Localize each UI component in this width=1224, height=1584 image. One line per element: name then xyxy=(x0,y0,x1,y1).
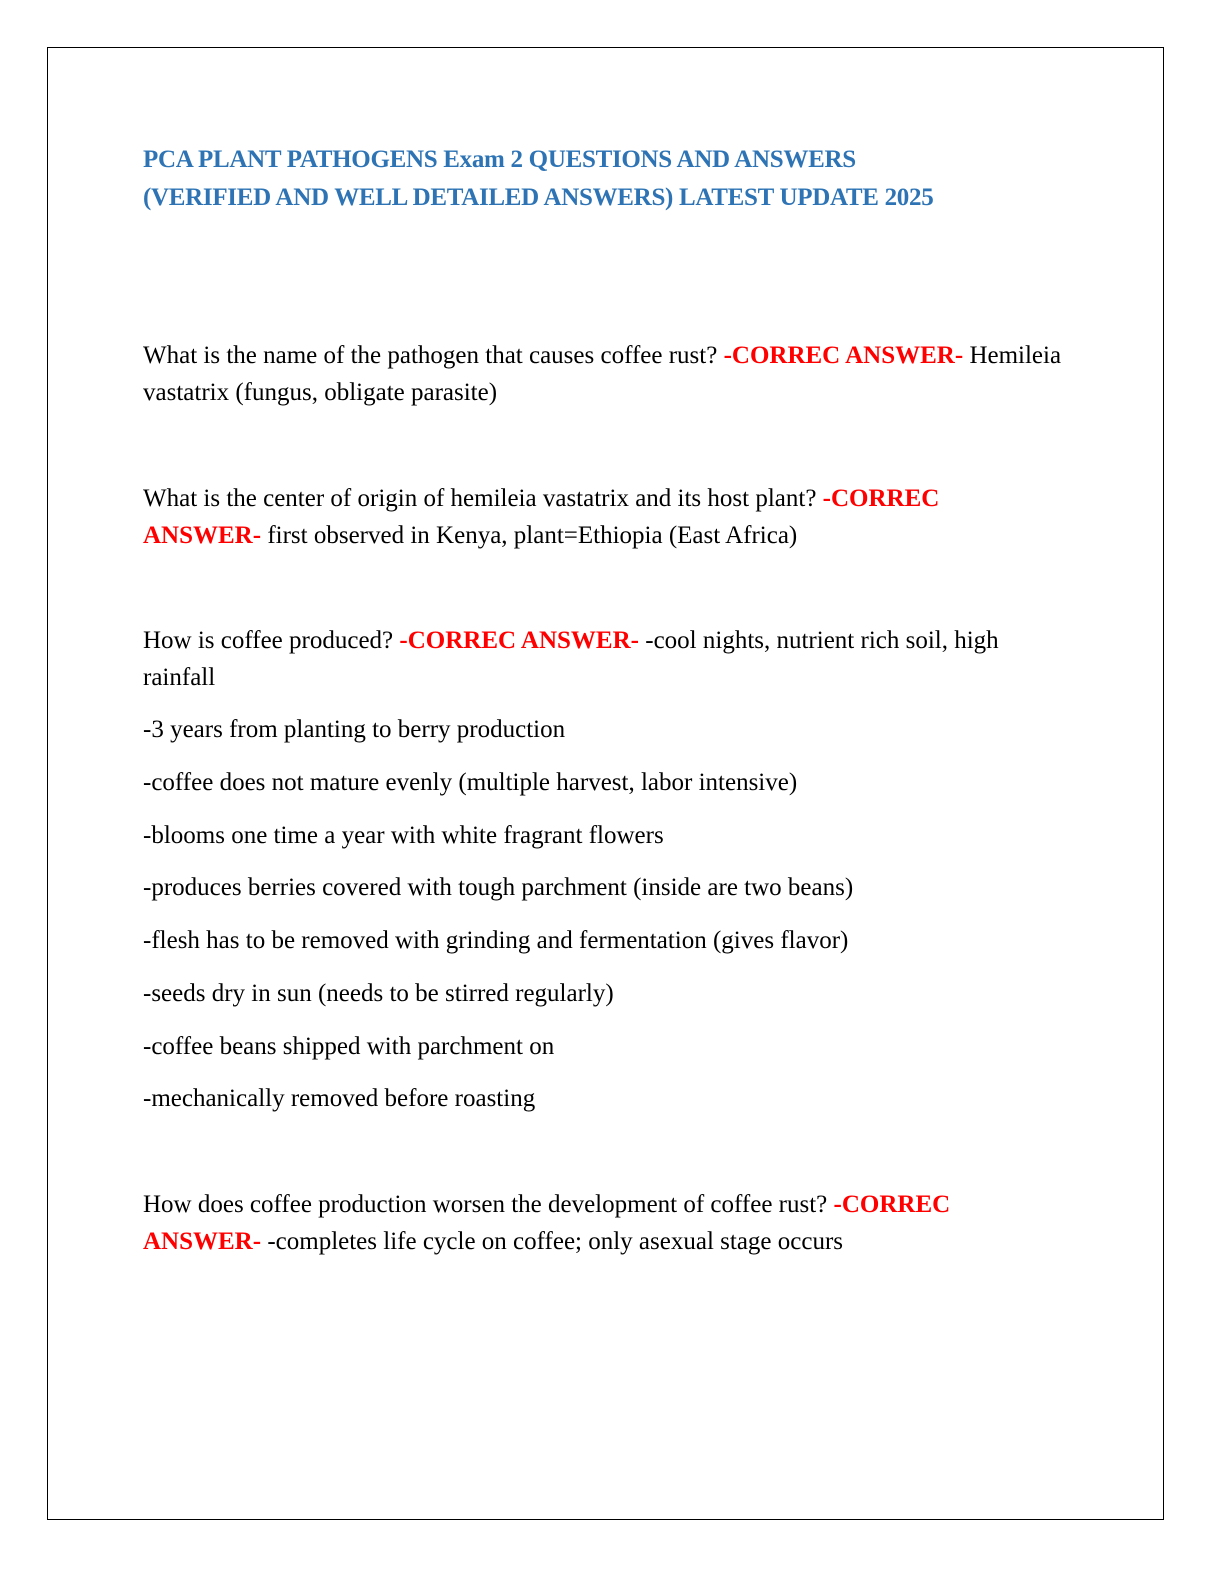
question-text: How is coffee produced? xyxy=(143,627,394,654)
qa-1-text xyxy=(143,337,1073,411)
qa-item-2 xyxy=(143,480,1073,554)
qa-2-text xyxy=(143,480,1073,554)
document-body xyxy=(143,141,1073,1255)
answer-line: -coffee does not mature evenly (multiple harvest, labor intensive) xyxy=(143,769,798,796)
qa-item-3 xyxy=(143,622,1073,696)
answer-line: -produces berries covered with tough parchment (inside are two beans) xyxy=(143,874,854,901)
answer-text: first observed in Kenya, plant=Ethiopia (East Africa) xyxy=(267,522,798,549)
answer-marker: -CORREC ANSWER- xyxy=(399,627,639,654)
answer-text: -cool nights, nutrient rich soil, high rainfall xyxy=(143,627,999,691)
question-text: What is the name of the pathogen that causes coffee rust? xyxy=(143,342,718,369)
answer-line: -blooms one time a year with white fragrant flowers xyxy=(143,822,664,849)
question-text: What is the center of origin of hemileia vastatrix and its host plant? xyxy=(143,485,817,512)
title-line-1: PCA PLANT PATHOGENS Exam 2 QUESTIONS AND ANSWERS xyxy=(143,146,856,173)
question-text: How does coffee production worsen the development of coffee rust? xyxy=(143,1191,828,1218)
answer-text: -completes life cycle on coffee; only asexual stage occurs xyxy=(267,1228,844,1255)
answer-marker: -CORREC ANSWER- xyxy=(723,342,964,369)
answer-line: -flesh has to be removed with grinding and fermentation (gives flavor) xyxy=(143,927,849,954)
qa-item-1 xyxy=(143,337,1073,411)
answer-marker-b: ANSWER- xyxy=(143,1228,262,1255)
answer-marker-a: -CORREC xyxy=(833,1191,951,1218)
document-title xyxy=(143,141,1073,217)
answer-line: -seeds dry in sun (needs to be stirred regularly) xyxy=(143,980,614,1007)
answer-text: Hemileia vastatrix (fungus, obligate parasite) xyxy=(143,342,1062,406)
qa-4-text xyxy=(143,1186,1073,1260)
answer-marker-a: -CORREC xyxy=(822,485,940,512)
qa-3-text xyxy=(143,622,1073,696)
answer-line: -mechanically removed before roasting xyxy=(143,1085,536,1112)
title-line-2: (VERIFIED AND WELL DETAILED ANSWERS) LATEST UPDATE 2025 xyxy=(143,184,934,211)
answer-line: -coffee beans shipped with parchment on xyxy=(143,1033,555,1060)
answer-line: -3 years from planting to berry production xyxy=(143,716,566,743)
qa-item-4 xyxy=(143,1186,1073,1260)
answer-marker-b: ANSWER- xyxy=(143,522,262,549)
